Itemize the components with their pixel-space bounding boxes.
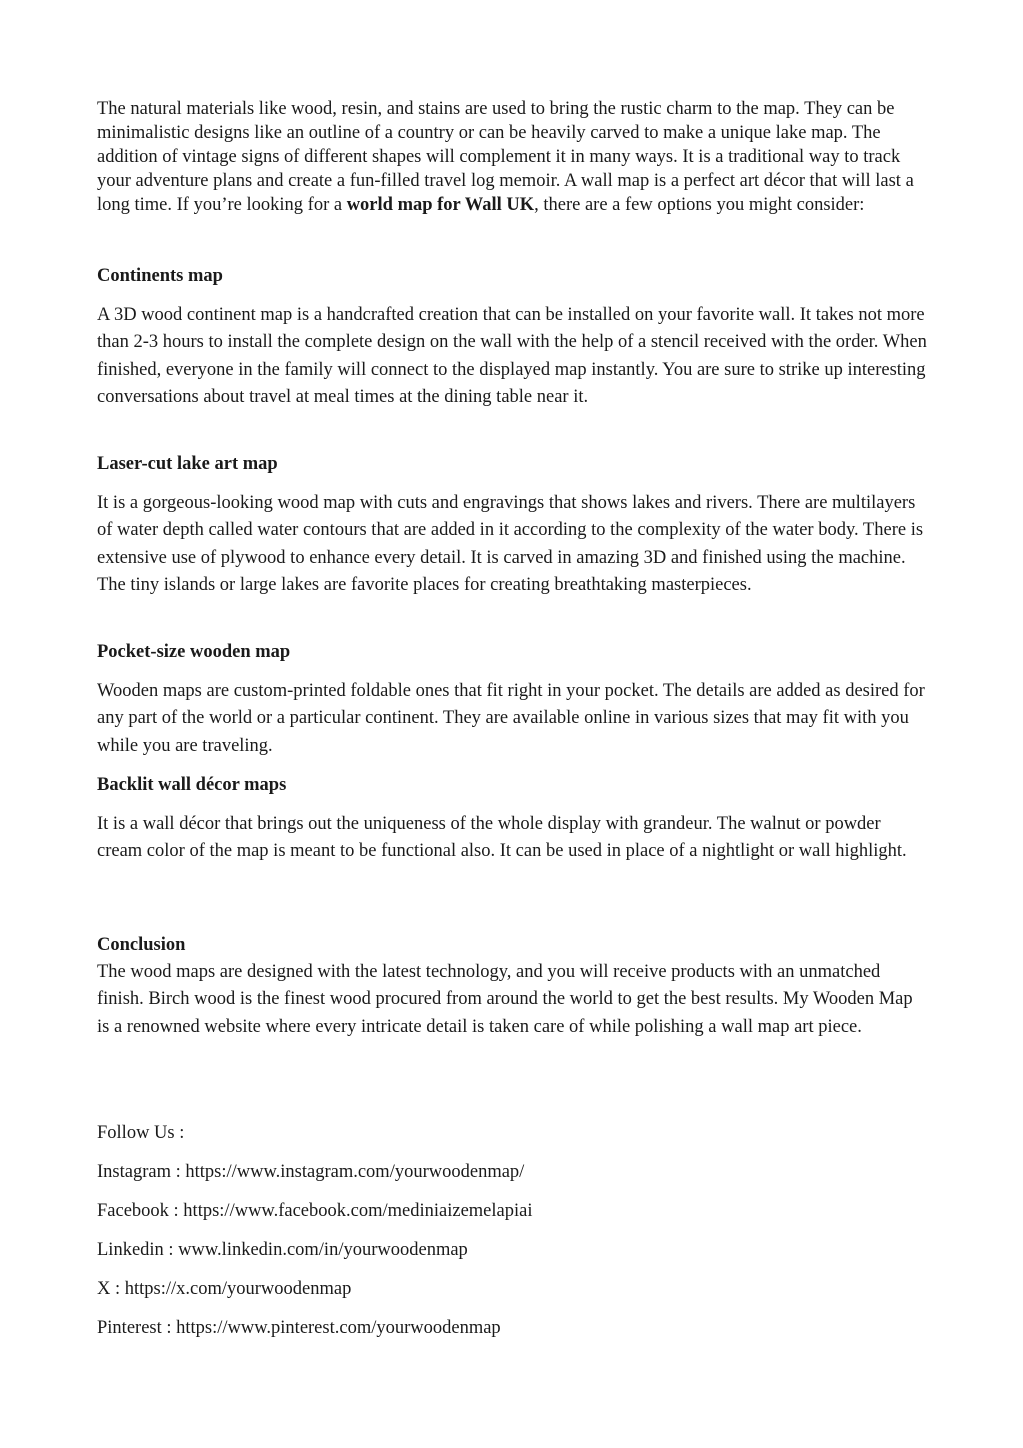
conclusion-heading: Conclusion <box>97 935 186 955</box>
section-heading-continents: Continents map <box>97 266 223 286</box>
linkedin-link[interactable]: Linkedin : www.linkedin.com/in/yourwoodenmap <box>97 1240 468 1260</box>
section-body-laser-cut: It is a gorgeous-looking wood map with cuts and engravings that shows lakes and rivers. There are multilayers of water depth called water contours that are added in it according to the complexity of the water body. There is extensive use of plywood to enhance every detail. It is carved in amazing 3D and finished using the machine. The tiny islands or large lakes are favorite places for creating breathtaking masterpieces. <box>97 493 924 595</box>
facebook-link[interactable]: Facebook : https://www.facebook.com/mediniaizemelapiai <box>97 1201 533 1221</box>
intro-bold-phrase: world map for Wall UK <box>346 195 535 215</box>
section-heading-backlit: Backlit wall décor maps <box>97 775 287 795</box>
section-body-continents: A 3D wood continent map is a handcrafted creation that can be installed on your favorite wall. It takes not more than 2-3 hours to install the complete design on the wall with the help of a stencil received with the order. When finished, everyone in the family will connect to the displayed map instantly. You are sure to strike up interesting conversations about travel at meal times at the dining table near it. <box>97 305 927 407</box>
intro-text-end: , there are a few options you might consider: <box>534 195 865 215</box>
section-body-backlit: It is a wall décor that brings out the uniqueness of the whole display with grandeur. The walnut or powder cream color of the map is meant to be functional also. It can be used in place of a nightlight or wall highlight. <box>97 814 907 862</box>
x-link[interactable]: X : https://x.com/yourwoodenmap <box>97 1279 352 1299</box>
intro-text: The natural materials like wood, resin, and stains are used to bring the rustic charm to the map. They can be minimalistic designs like an outline of a country or can be heavily carved to make a unique lake map. The addition of vintage signs of different shapes will complement it in many ways. It is a traditional way to track your adventure plans and create a fun-filled travel log memoir. A wall map is a perfect art décor that will last a long time. If you’re looking for a <box>97 99 914 215</box>
section-body-pocket-size: Wooden maps are custom-printed foldable ones that fit right in your pocket. The details are added as desired for any part of the world or a particular continent. They are available online in various sizes that may fit with you while you are traveling. <box>97 681 925 756</box>
section-heading-laser-cut: Laser-cut lake art map <box>97 454 278 474</box>
follow-us-label: Follow Us : <box>97 1123 185 1143</box>
conclusion-body: The wood maps are designed with the latest technology, and you will receive products with an unmatched finish. Birch wood is the finest wood procured from around the world to get the best results. My Wooden Map is a renowned website where every intricate detail is taken care of while polishing a wall map art piece. <box>97 962 913 1037</box>
instagram-link[interactable]: Instagram : https://www.instagram.com/yourwoodenmap/ <box>97 1162 525 1182</box>
intro-paragraph <box>97 97 927 217</box>
pinterest-link[interactable]: Pinterest : https://www.pinterest.com/yourwoodenmap <box>97 1318 501 1338</box>
section-heading-pocket-size: Pocket-size wooden map <box>97 642 291 662</box>
